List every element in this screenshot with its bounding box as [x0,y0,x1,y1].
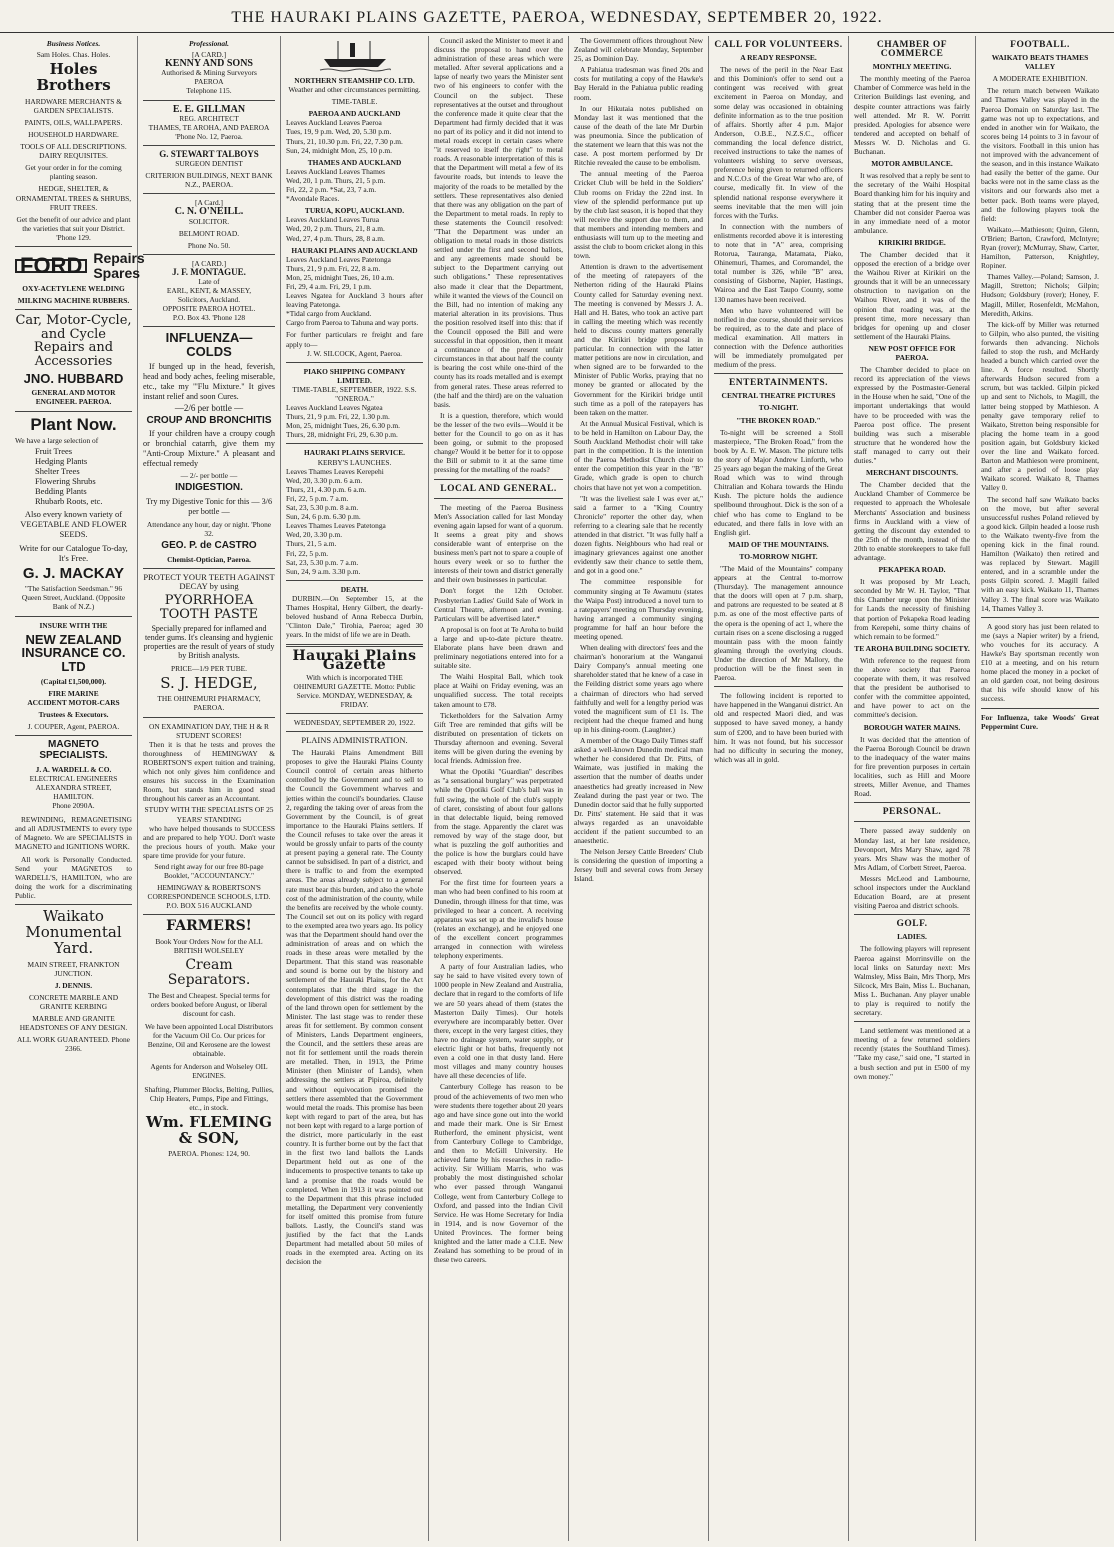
column-news [569,36,709,1541]
holes-line: Get the benefit of our advice and plant the varieties that suit your District. [16,214,131,233]
divider [143,914,275,915]
article-paragraph: Don't forget the 12th October. Presbyterian Ladies' Guild Sale of Work in Central Theatre, afternoon and evening. Particulars will be advertised later.* [434,586,563,623]
oneill-line: BELMONT ROAD. [178,228,240,238]
card-label: [A Card.] [195,198,223,208]
holes-line: HEDGE, SHELTER, & ORNAMENTAL TREES & SHRUBS, FRUIT TREES. [15,184,132,212]
plant-now-heading: Plant Now. [30,414,117,434]
list-item: Bedding Plants [35,485,87,496]
hubbard-name: JNO. HUBBARD [23,370,124,386]
ins-line: ACCIDENT MOTOR-CARS [27,697,120,707]
column-professional [138,36,281,1541]
gazette-nameplate: Hauraki Plains Gazette [292,648,417,674]
farmers-sub: Book Your Orders Now for the ALL BRITISH WOLSELEY [155,937,263,956]
article-paragraph: Men who have volunteered will be notified in due course, should their services be required, as to the date and place of medical examination. All matters in connection with the Defence authorities will be immediately promulgated per medium of the press. [714,305,843,370]
divider [15,904,132,905]
divider [143,193,275,194]
water-mains-subheading: BOROUGH WATER MAINS. [863,722,961,732]
fleming-name: Wm. FLEMING & SON, [146,1112,272,1147]
divider [286,362,423,363]
section-heading: Professional. [188,39,230,48]
route-heading: THAMES AND AUCKLAND [307,157,402,167]
hubbard-sub: GENERAL AND MOTOR ENGINEER. PAEROA. [31,388,116,407]
exam-heading: ON EXAMINATION DAY, THE H & R STUDENT SCORES! [149,721,269,740]
timetable-row: Mon, 25, midnight Tues, 26, 10 a.m. [286,272,394,282]
article-paragraph: Council asked the Minister to meet it and discuss the proposal to hand over the administration of these areas which were metalled. After several applications and a lapse of nearly two years the Minister sent two of his engineers to confer with the Council on the subject. These representatives at the outset and throughout the conference made it quite clear that the Department had firmly decided that it was no part of its policy and it did not intend to metal roads except in certain cases where "it reserved to itself the right" to metal roads. A reasonable interpretation of this is that the Department will metal a few of its favourite roads, but intends to leave the majority of the roads to be metalled by the settlers. These representatives also denied that there was any obligation on the part of the Department to metal roads. In reply to these statements the Council resolved: "That the Department was under an obligation to metal roads in those districts settled under the first and second ballots, and any agreements made should be subject to the Department carrying out such obligations." These representatives also made it clear that the Department, while it wanted the views of the Council on the Bill, had no intention of making any material alteration in its provisions. Thus the position resolved itself into this: that if the Council opposed the Bill and were successful in that opposition, then it meant a continuance of the present unfair circumstances in that about half the county is bearing the cost while one-third of the county has its roads metalled and is exempt from general rates. These areas referred to (the half and the third) are on the valuation basis. [434,36,563,409]
article-paragraph: Messrs McLeod and Lambourne, school inspectors under the Auckland Education Board, are at present visiting Paeroa and district schools. [854,873,970,911]
timetable-row: Leaves Auckland Leaves Ngatea [286,403,383,413]
talboys-line: SURGEON DENTIST [175,159,243,169]
article-paragraph: It was decided that the attention of the Paeroa Borough Council be drawn to the inadequacy of the water mains for fire prevention purposes in certain localities, such as Hill and Moore streets, Miller Avenue, and Thames Road. [854,734,970,799]
ins-line: Trustees & Executors. [38,709,109,719]
article-paragraph: A member of the Otago Daily Times staff asked a well-known Dunedin medical man whether he considered that Dr. Pitts, of Waimate, was justified in making the assertion that the number of deaths under anaesthetics had greatly increased in New Zealand during the past year or two. The Dunedin doctor said that he fully supported Dr. Pitts' statement. He said that it was always regarded as an unavoidable accident if the patient succumbed to an anaesthetic. [574,736,703,846]
pyorrhoea-heading: PYORRHOEA TOOTH PASTE [159,592,259,622]
timetable-row: Thurs, 21, 10.30 p.m. Fri, 22, 7.30 p.m. [286,136,403,146]
article-paragraph: In connection with the numbers of enlistments recorded above it is interesting to note that in "A" area, comprising Rotorua, Tauranga, Matamata, Piako, Ohinemuri, Thames, and Coromandel, the total number is 326, while "B" area, consisting of Gisborne, Napier, Hastings, Wairoa and the East Taupo County, some 130 names have been received. [714,221,843,304]
divider [434,479,563,480]
editorial-heading: PLAINS ADMINISTRATION. [301,735,408,745]
route-heading: HAURAKI PLAINS AND AUCKLAND [291,245,418,255]
exam-body: Then it is that he tests and proves the thoroughness of HEMINGWAY & ROBERTSON'S expert tuition and training, which not only gives him confidence and ensures his success in the Examination Room, but stands him in good stead throughout his career as an Accountant. [143,739,275,804]
oneill-name: C. N. O'NEILL. [174,206,244,218]
call-volunteers-heading: CALL FOR VOLUNTEERS. [714,40,843,50]
local-general-heading: LOCAL AND GENERAL. [440,483,557,494]
wardell-line: Phone 2090A. [52,801,95,811]
editorial-body: The Hauraki Plains Amendment Bill proposes to give the Hauraki Plains County Council control of certain areas hitherto controlled by the Government and to sell to the Council the Government wharves and jetties within the council's boundaries. Clause 2, regarding the taking over of areas from the Government by the Council, is of great importance to the Hauraki Plains settlers. If the Council refuses to take over the areas it would be grossly unfair to parts of the county at present paying a general rate. The County cannot be subsidised. In part of a district, and there is traffic to and from the exempted areas. The areas already subject to a general rate must bear this burden, and also the whole cost of the administration of the county, while the benefits are received by the whole county. The Council set out on its policy with regard to the exempted area two years ago. Its policy was that the Department should hand over the administration of areas and on which the roads in these areas were metalled by the Department. That this stand was reasonable and sound is borne out by the history and settlement of the Hauraki Plains, for the Act contemplates that the third stage in the development of this district was the roading of the land thrown open for settlement by the Minister. The last stage was to render these areas fit for settlement. By common consent of Ministers, Lands Department engineers, the Council, and the settlers these areas are not fit for settlement until the roads therein are metalled. Then, in 1913, the Prime Minister (then Minister of Lands), when addressing the settlers at Pipiroa, definitely and without equivocation promised the settlers there assembled that the Government would metal the roads. This promise has been kept with regard to part of the area, but has not been kept with regard to a large portion of the district, more particularly in the east country. It is further borne out by the fact that in the first two land ballots the Lands Department held out as one of the inducements to prospective tenants to take up land a promise that the roads would be completed. When in 1913 it was pointed out to the Department that this phrase included metalling, the Department very conveniently for itself omitted this promise from future ballots. Lastly, the Council's stand was justified by the fact that the Lands Department had metalled about 50 miles of roads in the exempted area. Acting on its decision the [286,748,423,1267]
columns [10,36,1104,1541]
article-paragraph: A proposal is on foot at Te Aroha to build a large and up-to-date picture theatre. Elaborate plans have been drawn and preliminary negotiations entered into for a suitable site. [434,624,563,671]
holes-brothers-ad: Holes Brothers [36,60,111,94]
waikato-line: MARBLE AND GRANITE HEADSTONES OF ANY DESIGN. [19,1014,128,1033]
column-shipping-editorial [281,36,429,1541]
death-heading: DEATH. [340,584,369,594]
cream-body: The Best and Cheapest. Special terms for orders booked before August, or liberal discount for cash. [147,990,271,1018]
castro-name: GEO. P. de CASTRO [161,540,257,552]
timetable-row: Wed, 20, 3.30 p.m. [286,530,343,540]
divider [143,145,275,146]
waikato-line: J. DENNIS. [54,980,93,990]
football-heading: FOOTBALL. [1010,40,1070,50]
column-volunteers-entertainment [709,36,849,1541]
divider [143,568,275,569]
fleming-sub: PAEROA. Phones: 124, 90. [168,1149,250,1159]
plant-more: Also every known variety of VEGETABLE AND FLOWER SEEDS. [20,508,127,539]
timetable-row: Leaves Ngatea for Auckland 3 hours after leaving Patetonga. [286,291,423,310]
timetable-row: Tues, 19, 9 p.m. Wed, 20, 5.30 p.m. [286,127,392,137]
protect-line: PROTECT YOUR TEETH AGAINST DECAY by using [143,571,275,591]
timetable-row: Fri, 22, 5 p.m. [286,548,329,558]
dateline: WEDNESDAY, SEPTEMBER 20, 1922. [293,717,416,727]
holes-line: PAINTS, OILS, WALLPAPERS. [24,117,123,127]
catalogue-line: Write for our Catalogue To-day, It's Free. [19,542,128,563]
match-subheading: WAIKATO BEATS THAMES VALLEY [991,53,1089,72]
insure-line: INSURE WITH THE [39,620,108,630]
price-line: —2/6 per bottle — [174,402,244,413]
timetable-row: Sat, 23, 5.30 p.m. 7 a.m. [286,557,359,567]
price-line: — 2/- per bottle — [180,471,238,481]
article-paragraph: Ticketholders for the Salvation Army Gift Tree are reminded that gifts will be distributed on presentation of tickets on Thursday afternoon and evening. Several items will be given during the evening by local friends. Admission free. [434,710,563,766]
divider [143,100,275,101]
divider [854,1021,970,1022]
tonight-subheading: TO-NIGHT. [758,403,799,413]
article-paragraph: "The Maid of the Mountains" company appears at the Central to-morrow (Thursday). The management announce that the doors will open at 7 p.m. sharp, and patrons are requested to be seated at 8 p.m. as one of the most effective parts of the opera is the opening of act 1, where the curtain rises on a scene disclosing a rugged mountain pass with the moon faintly gleaming through the overlying clouds. Under the direction of Mr Mallory, the production will be the finest seen in Paeroa. [714,563,843,683]
divider [143,326,275,327]
holes-line: HARDWARE MERCHANTS & GARDEN SPECIALISTS. [25,96,122,115]
column-business-notices [10,36,145,1541]
golf-heading: GOLF. [896,919,928,930]
timetable-row: Sun, 24, 6 p.m. 6.30 p.m. [286,512,361,522]
timetable-row: Leaves Auckland Leaves Patetonga [286,254,391,264]
list-item: Fruit Trees [35,445,73,456]
divider [15,411,132,412]
freight-line: For further particulars re freight and fare apply to— [286,330,423,349]
kenny-name: KENNY AND SONS [165,58,253,70]
article-paragraph: To-night will be screened a Stoll masterpiece, "The Broken Road," from the book by A. E. W. Mason. The picture tells the story of Major Andrew Linforth, who 25 years ago began the making of the Great Road which was to wind through Chitralian and Kohara towards the Hindu Kush. The picture holds the audience spellbound throughout. Dick is the son of a chief who has come to England to be educated, and there falls in love with an English girl. [714,427,843,537]
pyo-body: Specially prepared for inflamed and tender gums. It's cleansing and hygienic properties are the result of years of study by British analysts. [143,624,275,661]
croup-body: If your children have a croupy cough or bronchial catarrh, give them my "Anti-Croup Mixture." A pleasant and effectual remedy [143,429,275,469]
column-chamber-of-commerce [849,36,976,1541]
montague-name: J. F. MONTAGUE. [172,266,246,277]
article-paragraph: What the Opotiki "Guardian" describes as "a sensational burglary" was perpetrated while the Opotiki Golf Club's ball was in full swing, the whole of the club's supply of claret, consisting of about four gallons in that delectable liquid, being removed from the stage. Apparently the claret was removed by way of the stage door, but what is puzzling the golf authorities and the police is how the burglars could have escaped with their booty without being observed. [434,767,563,877]
divider [286,443,423,444]
timetable-row: Leaves Auckland Leaves Paeroa [286,118,382,128]
influenza-body: If bunged up in the head, feverish, head and body aches, feeling miserable, etc., take my "'Flu Mixture." It gives instant relief and soon Cures. [143,361,275,401]
masthead: THE HAURAKI PLAINS GAZETTE, PAEROA, WEDNESDAY, SEPTEMBER 20, 1922. [0,4,1114,33]
divider [15,309,132,310]
talboys-line: CRITERION BUILDINGS, NEXT BANK N.Z., PAEROA. [145,171,273,190]
holes-line: Get your order in for the coming planting season. [25,163,122,182]
broken-road-subheading: "THE BROKEN ROAD." [736,415,821,425]
divider [286,580,423,581]
cream-heading: Cream Separators. [167,957,251,988]
divider [714,686,843,687]
ford-line: MILKING MACHINE RUBBERS. [17,296,130,306]
ins-line: FIRE MARINE [48,688,99,698]
article-paragraph: At the Annual Musical Festival, which is to be held in Hamilton on Labour Day, the South Auckland Methodist choir will take part in the competition. It is the intention of the Paeroa Methodist Church choir to enter the competition this year in the "B" Grade, which grade is open to church choirs that have not yet won a competition. [574,418,703,492]
holes-line: 'Phone 129. [56,232,91,242]
nz-insurance-name: NEW ZEALAND INSURANCE CO. LTD [21,631,126,674]
montague-line: Solicitors, Auckland. [177,295,241,305]
list-item: Rhubarb Roots, etc. [35,495,103,506]
hedge-sub: THE OHINEMURI PHARMACY, PAEROA. [157,694,261,713]
timetable-heading: TIME-TABLE. [331,97,378,107]
monthly-subheading: MONTHLY MEETING. [872,62,952,72]
pyo-price: PRICE—1/9 PER TUBE. [170,663,248,673]
timetable-row: Leaves Thames Leaves Kerepehi [286,466,384,476]
divider [854,821,970,822]
kenny-line: PAEROA [194,77,224,87]
wardell-line: ALEXANDRA STREET, HAMILTON. [35,783,112,802]
waikato-line: MAIN STREET, FRANKTON JUNCTION. [27,959,120,978]
ladies-subheading: LADIES. [897,932,927,942]
study-body: who have helped thousands to SUCCESS and are prepared to help YOU. Don't waste the precious hours of youth. Make your spare time provide for your future. [143,823,275,860]
divider [15,246,132,247]
article-paragraph: The meeting of the Paeroa Business Men's Association called for last Monday evening again lapsed for want of a quorum. It seems a great pity and shows considerable want of enterprise on the business men's part not to spare a couple of hours every week or so to further the interests of their town and district generally and their own businesses in particular. [434,502,563,585]
timetable-row: Sun, 24, 9 a.m. 3.30 p.m. [286,566,361,576]
divider [286,713,423,714]
gazette-sub: With which is incorporated THE OHINEMURI GAZETTE. Motto: Public Service. MONDAY, WEDNESDAY, & FRIDAY. [293,672,416,709]
divider [714,373,843,374]
merchant-subheading: MERCHANT DISCOUNTS. [866,468,958,478]
agents-line: Agents for Anderson and Wolseley OIL ENGINES. [150,1062,268,1081]
article-paragraph: Land settlement was mentioned at a meeting of a few returned soldiers recently (states the Southland Times). "Take my case," said one, "I started in a bush section and put in £500 of my own money." [854,1026,970,1081]
article-paragraph: In our Hikutaia notes published on Monday last it was mentioned that the cause of the death of the late Mr Durbin was pneumonia. Since the publication of the statement we learn that this was not the case. A post mortem performed by Dr Ritchie revealed the cause to be embolism. [574,103,703,168]
wardell-line: ELECTRICAL ENGINEERS [29,774,118,784]
mackay-name: G. J. MACKAY [22,564,125,582]
capital-line: (Capital £1,500,000). [40,676,107,686]
ins-line: J. COUPER, Agent, PAEROA. [27,721,120,731]
wardell-name: J. A. WARDELL & CO. [35,765,112,775]
ford-logo: FORD [15,259,87,272]
waikato-yard-heading: Waikato Monumental Yard. [25,907,122,957]
article-paragraph: The kick-off by Miller was returned to Gilpin, who also punted, the visiting forwards then advancing. Nichols failed to stop the rush, and McHardy headed a bunch which carried over the line. A force resulted. Shortly afterwards Hudson secured from a scrum, but was tackled. Gilpin picked up and sent to Nichols, to Magill, the latter being stopped by Mathieson. A penalty gave temporary relief to Waikato, Stretton being responsible for placing the home team in a good position again, but Goldsbury kicked over the line and Waikato forced. Barton and Mathieson were prominent, and after a period of loose play Waikato scored. Waikato 8, Thames Valley 0. [981,319,1099,493]
kenny-line: Authorised & Mining Surveyors [161,68,257,78]
timetable-row: *Avondale Races. [286,194,340,204]
timetable-row: Leaves Thames Leaves Patetonga [286,521,386,531]
holes-line: HOUSEHOLD HARDWARE. [28,129,119,139]
article-paragraph: The following incident is reported to have happened in the Wanganui district. An old and respected Maori died, and was supposed to have saved money, a handy sum of £200, and to have been buried with him. It was not found, but his successor had no difficulty in securing the money, which was all in gold. [714,691,843,764]
timetable-row: Thurs, 21, 9 p.m. Fri, 22, 8 a.m. [286,263,381,273]
waikato-line: CONCRETE MARBLE AND GRANITE KERBING [28,992,119,1011]
maid-subheading: MAID OF THE MOUNTAINS. [728,539,829,549]
shafting-line: Shafting, Plummer Blocks, Belting, Pullies, Chip Heaters, Pumps, Pipe and Fittings, etc., in stock. [144,1084,274,1112]
route-heading: PAEROA AND AUCKLAND [308,109,401,119]
article-paragraph: The following players will represent Paeroa against Morrinsville on the local links on Saturday next: Mrs Walmsley, Miss Bain, Mrs Thorp, Mrs Silcock, Mrs Bain, Miss L. Buchanan, Miss L. Buchanan. Any player unable to play is required to notify the secretary. [854,944,970,1018]
article-paragraph: There passed away suddenly on Monday last, at her late residence, Devonport, Mrs Mary Shaw, aged 78 years. Mrs Shaw was the mother of Mrs Adlam, of Corbett Street, Paeroa. [854,826,970,872]
article-paragraph: With reference to the request from the above society that Paeroa cooperate with them, it was resolved that the president be authorised to confer with the committee appointed, and have power to act on the committee's decision. [854,655,970,720]
divider [143,254,275,255]
aroha-subheading: TE AROHA BUILDING SOCIETY. [854,643,970,653]
oneill-line: Phone No. 50. [187,240,231,250]
exhibition-subheading: A MODERATE EXHIBITION. [992,74,1088,84]
timetable-row: Thurs, 21, 5 a.m. [286,539,337,549]
timetable-row: Thurs, 21, 9 p.m. Fri, 22, 1.30 p.m. [286,412,390,422]
croup-heading: CROUP AND BRONCHITIS [146,414,272,426]
mackay-sub: "The Satisfaction Seedsman." 96 Queen Street, Auckland. (Opposite Bank of N.Z.) [21,584,126,612]
study-heading: STUDY WITH THE SPECIALISTS OF 25 YEARS' STANDING [144,805,274,824]
timetable-row: Sun, 24, midnight Mon, 25, 10 p.m. [286,145,392,155]
castro-sub: Chemist-Optician, Paeroa. [167,554,251,564]
divider [981,617,1099,618]
timetable-row: Thurs, 21, 4.30 p.m. 6 a.m. [286,484,367,494]
farmers-heading: FARMERS! [166,918,252,935]
tomorrow-subheading: TO-MORROW NIGHT. [739,551,818,561]
article-paragraph: The annual meeting of the Paeroa Cricket Club will be held in the Soldiers' Club rooms on Friday the 22nd inst. In view of the splendid performance put up by the club last season, it is hoped that they will receive the support due to them, and that members and intending members and enthusiasts will turn up to the meeting and assist the club to boom cricket along in this town. [574,169,703,261]
rewind-text: REWINDING, REMAGNETISING and all ADJUSTMENTS to every type of Magneto. We are SPECIALISTS in MAGNETO and IGNITIONS WORK. [15,814,132,851]
gillman-line: 'Phone No. 12, Paeroa. [175,131,243,141]
work-guarantee-text: All work is Personally Conducted. Send your MAGNETOS to WARDELL'S, HAMILTON, who are doing the work for a discriminating Public. [15,854,132,901]
ford-ad [15,250,145,281]
montague-line: Late of [198,276,220,286]
timetable-row: Cargo from Paeroa to Tahuna and way ports. [286,318,419,328]
article-paragraph: A Pahiatua tradesman was fined 20s and costs for mutilating a copy of the Hawke's Bay Herald in the Pahiatua public reading room. [574,65,703,102]
article-paragraph: The monthly meeting of the Paeroa Chamber of Commerce was held in the Criterion Buildings last evening, and despite counter attractions was fairly well attended. Mr R. W. Porritt presided. Apologies for absence were tendered and accepted on behalf of Messrs W. D. Nicholas and G. Buchanan. [854,74,970,157]
kerby-heading: KERBY'S LAUNCHES. [317,457,392,467]
divider [854,914,970,915]
article-paragraph: The Government offices throughout New Zealand will celebrate Monday, September 25, as Dominion Day. [574,36,703,64]
vacuum-body: We have been appointed Local Distributors for the Vacuum Oil Co. Our prices for Benzine, Oil and Kerosene are the lowest obtainable. [144,1021,274,1059]
article-paragraph: Waikato.—Mathieson; Quinn, Glenn, O'Brien; Barton, Crawford, McIntyre; Ryan (rover); McMurray, Shaw, Carter, Hamilton, Patterson, Knightley, Ropiner. [981,224,1099,271]
weather-line: Weather and other circumstances permitting. [288,85,421,95]
article-paragraph: It is a question, therefore, which would be the lesser of the two evils—Would it be better for the Council to go on as it has been going, or submit to the proposed change? Would it be better for it to oppose the Bill or submit to it at the same time pressing for the metalling of the roads? [434,410,563,475]
timetable-row: Fri, 29, 4 a.m. Fri, 29, 1 p.m. [286,281,372,291]
gillman-name: E. E. GILLMAN [172,103,246,115]
montague-line: P.O. Box 43. 'Phone 128 [172,313,246,323]
timetable-row: Mon, 25, midnight Tues, 26, 6.30 p.m. [286,421,400,431]
piako-timetable: TIME-TABLE, SEPTEMBER, 1922. S.S. "ONEROA." [292,384,417,403]
timetable-row: Fri, 22, 5 p.m. 7 a.m. [286,493,349,503]
kenny-line: Telephone 115. [186,86,232,96]
article-paragraph: The second half saw Waikato backs on the move, but after several unsuccessful rushes Poland relieved by a good kick. Gilpin headed a loose rush to the Waikato twenty-five from the opening kick in the final round. Hamilton (Waikato) then retired and was replaced by Stewart. Magill entered, and in a scramble under the posts Gilpin scored. J. Magill failed with an easy kick. Waikato 11, Thames Valley 3. The final score was Waikato 14, Thames Valley 3. [981,494,1099,613]
oneill-line: SOLICITOR. [188,216,230,226]
card-label: [A CARD.] [191,258,227,268]
article-paragraph: "It was the liveliest sale I was ever at," said a farmer to a "King Country Chronicle" reporter the other day, when referring to a clearing sale that he recently attended in that district. "It was fully half a dozen fights. Neighbours who had real or imaginary grievances against one another evidently saw their chance to settle them, and got in a good one." [574,493,703,576]
ready-response-subheading: A READY RESPONSE. [740,53,817,63]
personal-heading: PERSONAL. [882,807,942,818]
divider [286,731,423,732]
article-paragraph: The news of the peril in the Near East and this Dominion's offer to send out a contingent was received with great excitement in Paeroa on Monday, and some delay was occasioned in obtaining definite information as to the true position of affairs. Shortly after 4 p.m. Major Anderson, O.B.E., N.Z.S.C., officer commanding the local defence district, received instructions to take the names of volunteers wishing to serve overseas, preference being given to returned officers and N.C.O.s of the Great War who are, of course, medically fit. In view of the splendid national response everywhere it seems inevitable that the men will join forces with the Turks. [714,65,843,220]
column-editorial-local [429,36,569,1541]
plant-intro: We have a large selection of [15,436,99,446]
pekapeka-subheading: PEKAPEKA ROAD. [878,565,946,575]
article-paragraph: The committee responsible for community singing at Te Awamutu (states the Waipa Post) introduced a novel turn to a ratepayers' meeting on Thursday evening, having arranged a community singing programme for half an hour before the meeting opened. [574,577,703,641]
entertainments-heading: ENTERTAINMENTS. [728,378,829,389]
article-paragraph: The Waihi Hospital Ball, which took place at Waihi on Friday evening, was an unqualified success. The total receipts taken amount to £78. [434,672,563,709]
hedge-name: S. J. HEDGE, [160,673,258,692]
timetable-row: Wed, 27, 4 p.m. Thurs, 28, 8 a.m. [286,233,385,243]
timetable-row: *Tidal cargo from Auckland. [286,309,372,319]
indigestion-body: Try my Digestive Tonic for this — 3/6 per bottle — [145,496,273,516]
article-paragraph: Canterbury College has reason to be proud of the achievements of two men who were students there together about 20 years ago and have since gone out into the world and made their mark. One is Sir Ernest Rutherford, the eminent physicist, went from Canterbury College to Cambridge, and then to McGill University. He achieved fame by his researches in radio-activity. Sir William Marris, who was probably the most distinguished scholar who ever passed through Wanganui College, went from Canterbury College to Oxford, and passed into the Indian Civil Service. He was Home Secretary for India in 1914, and is now Governor of the United Provinces. The former being knighted and the latter made a C.I.E. New Zealand has something to be proud of in these two careers. [434,1082,563,1265]
post-office-subheading: NEW POST OFFICE FOR PAEROA. [868,343,956,362]
montague-line: OPPOSITE PAEROA HOTEL. [162,304,256,314]
article-paragraph: The Chamber decided to place on record its appreciation of the views expressed by the Postmaster-General in the House when he said, "One of the important undertakings that would have to be proceeded with was the Paeroa post office. The present building was such a miserable structure that he wondered how the staff managed to carry out their duties." [854,365,970,466]
divider [15,735,132,736]
silcock-line: J. W. SILCOCK, Agent, Paeroa. [306,348,403,358]
article-paragraph: For the first time for fourteen years a man who had been confined to his room at Dunedin, through illness for that time, was privileged to hear a concert. A receiving apparatus was set up at the invalid's house (relates an exchange), and he enjoyed one of the excellent concert programmes arranged in connection with wireless telephony experiments. [434,878,563,961]
attendance-line: Attendance any hour, day or night. 'Phone 32. [146,519,272,538]
timetable-row: Wed, 20, 2 p.m. Thurs, 21, 8 a.m. [286,224,385,234]
divider [15,616,132,617]
article-paragraph: A party of four Australian ladies, who say he said to have visited every town of 1000 people in New Zealand and Australia, declare that in regard to the comforts of life we are 50 years ahead of them (states the Masterton Daily Times). Our hotels everywhere are incomparably better. Over there, except in the very largest cities, they have no drainage system, water supply, or electric light or hot baths, frequently not even a cold one in that dusty land. Here most villages and many country houses have all these decencies of life. [434,962,563,1081]
death-notice: DURBIN.—On September 15, at the Thames Hospital, Henry Gilbert, the dearly-beloved husband of Anna Rebecca Durbin, "Clinton Dale," Tirohia, Paeroa; aged 30 years. In the midst of life we are in Death. [286,593,423,640]
divider [286,644,423,647]
article-paragraph: The Chamber decided that the Auckland Chamber of Commerce be requested to approach the Wholesale Merchants' Association and business firms in Auckland with a view of getting the discount day extended to the 25th of the month, instead of the 20th to enable storekeepers to take full advantage. [854,480,970,562]
talboys-name: G. STEWART TALBOYS [159,148,259,159]
indigestion-heading: INDIGESTION. [175,482,243,494]
piako-heading: PIAKO SHIPPING COMPANY LIMITED. [303,366,406,385]
article-paragraph: When dealing with directors' fees and the chairman's honorarium at the Wanganui Dairy Company's annual meeting one shareholder stated that he knew of a case in the Feilding district some years ago where a chairman of directors who had served faithfully and well for a lengthy period was voted the magnificent sum of £1 1s. The recipient had the cheque framed and hung up in his dining-room. (Laughter.) [574,643,703,734]
article-paragraph: Attention is drawn to the advertisement of the meeting of ratepayers of the Netherton riding of the Hauraki Plains County called for Saturday evening next. The meeting is convened by Messrs J. A. Hall and H. Bates, who took an active part in calling the meeting which was recently held to discuss county matters generally and the Kirikiri bridge proposal in particular. In connection with the latter matter petitions are now in circulation, and when signed are to be forwarded to the Minister of Public Works, praying that no money be granted or allocated by the Government for the Kirikiri bridge until such time as a poll of the ratepayers has been taken on the matter. [574,262,703,417]
timetable-row: Thurs, 28, midnight Fri, 29, 6.30 p.m. [286,430,398,440]
article-paragraph: Thames Valley.—Poland; Samson, J. Magill, Stretton; Nichols; Gilpin; Hudson; Goldsbury (rover); Honey, F. Magill, Miller, Rosenfeldt, McMahon, Meredith, Atkins. [981,272,1099,318]
timetable-row: Leaves Auckland Leaves Turua [286,215,379,225]
gillman-line: THAMES, TE AROHA, AND PAEROA [148,122,270,132]
magneto-heading: MAGNETO SPECIALISTS. [39,739,108,761]
timetable-row: Sat, 23, 5.30 p.m. 8 a.m. [286,503,359,513]
central-theatre-subheading: CENTRAL THEATRE PICTURES [721,391,836,401]
holes-owners: Sam Holes. Chas. Holes. [36,50,111,60]
woods-ad: For Influenza, take Woods' Great Peppermint Cure. [981,712,1099,731]
waikato-line: ALL WORK GUARANTEED. Phone 2366. [17,1035,130,1054]
card-label: [A CARD.] [191,50,227,60]
divider [434,498,563,499]
route-heading: TURUA, KOPU, AUCKLAND. [304,206,405,216]
list-item: Flowering Shrubs [35,475,96,486]
kirikiri-subheading: KIRIKIRI BRIDGE. [878,237,946,247]
nsc-heading: NORTHERN STEAMSHIP CO. LTD. [294,76,415,85]
divider [854,802,970,803]
divider [981,708,1099,709]
article-paragraph: It was resolved that a reply be sent to the secretary of the Waihi Hospital Board thanking him for his inquiry and stating that at the present time the Chamber did not consider Paeroa was in any immediate need of a motor ambulance. [854,171,971,235]
booklet-line: Send right away for our free 80-page Booklet, "ACCOUNTANCY." [154,861,264,881]
timetable-row: Leaves Auckland Leaves Thames [286,166,385,176]
motor-ambulance-subheading: MOTOR AMBULANCE. [871,159,953,169]
list-item: Hedging Plants [35,455,88,466]
car-repairs-heading: Car, Motor-Cycle, and Cycle Repairs and Accessories [15,313,132,370]
section-heading: Business Notices. [46,39,101,48]
article-paragraph: The Chamber decided that it opposed the erection of a bridge over the Waihou River at Kirikiri on the grounds that it will be an unnecessary obstruction to navigation on the Waihou River, and it was of the opinion that roading was, at the present time, more necessary than bridges for opening up and closer settlement of the Hauraki Plains. [854,249,970,341]
hps-heading: HAURAKI PLAINS SERVICE. [304,448,405,458]
timetable-row: Wed, 20, 3.30 p.m. 6 a.m. [286,475,363,485]
chamber-heading: CHAMBER OF COMMERCE [876,40,948,60]
divider [143,717,275,718]
column-football [976,36,1104,1541]
article-paragraph: A good story has just been related to me (says a Napier writer) by a friend, who vouches for its accuracy. A Hawke's Bay sportsman recently won £10 at a meeting, and on his return home placed the money in a pocket of an old garden coat, not being desirous that his wife should know of his success. [981,621,1099,704]
article-paragraph: The return match between Waikato and Thames Valley was played in the Paeroa Domain on Saturday last. The game was not up to expectations, and ended in another win for Waikato, the scores being 14 points to 3 in favour of the visitors. Football in this union has not improved with the advancement of the season, and in this instance Waikato had easily the better of the game. Our backs were not in the same class as the visitors and our forwards also met a better pack. Both teams were played, and the following players took the field: [981,86,1099,223]
article-paragraph: The Nelson Jersey Cattle Breeders' Club is considering the question of importing a Jersey bull and several cows from Jersey Island. [574,847,703,884]
hemingway-line: HEMINGWAY & ROBERTSON'S CORRESPONDENCE SCHOOLS, LTD. P.O. BOX 516 AUCKLAND [147,883,271,911]
timetable-row: Fri, 22, 2 p.m. *Sat, 23, 7 a.m. [286,185,377,195]
ford-text: Repairs Spares [93,250,145,281]
holes-line: TOOLS OF ALL DESCRIPTIONS. DAIRY REQUISITES. [20,142,127,161]
influenza-heading: INFLUENZA—COLDS [165,330,253,360]
gillman-line: REG. ARCHITECT [179,113,239,123]
timetable-row: Wed, 20, 1 p.m. Thurs, 21, 5 p.m. [286,175,386,185]
montague-line: EARL, KENT, & MASSEY, [166,286,252,296]
steamship-icon [320,39,390,73]
list-item: Shelter Trees [35,465,80,476]
article-paragraph: It was proposed by Mr Leach, seconded by Mr W. H. Taylor, "That this Chamber urge upon the Minister for Lands the necessity of finishing that portion of Pekapeka Road leading from Kerepehi, some thirty chains of which remain to be formed." [854,577,970,641]
ford-line: OXY-ACETYLENE WELDING [22,284,125,293]
plant-list [15,446,132,506]
